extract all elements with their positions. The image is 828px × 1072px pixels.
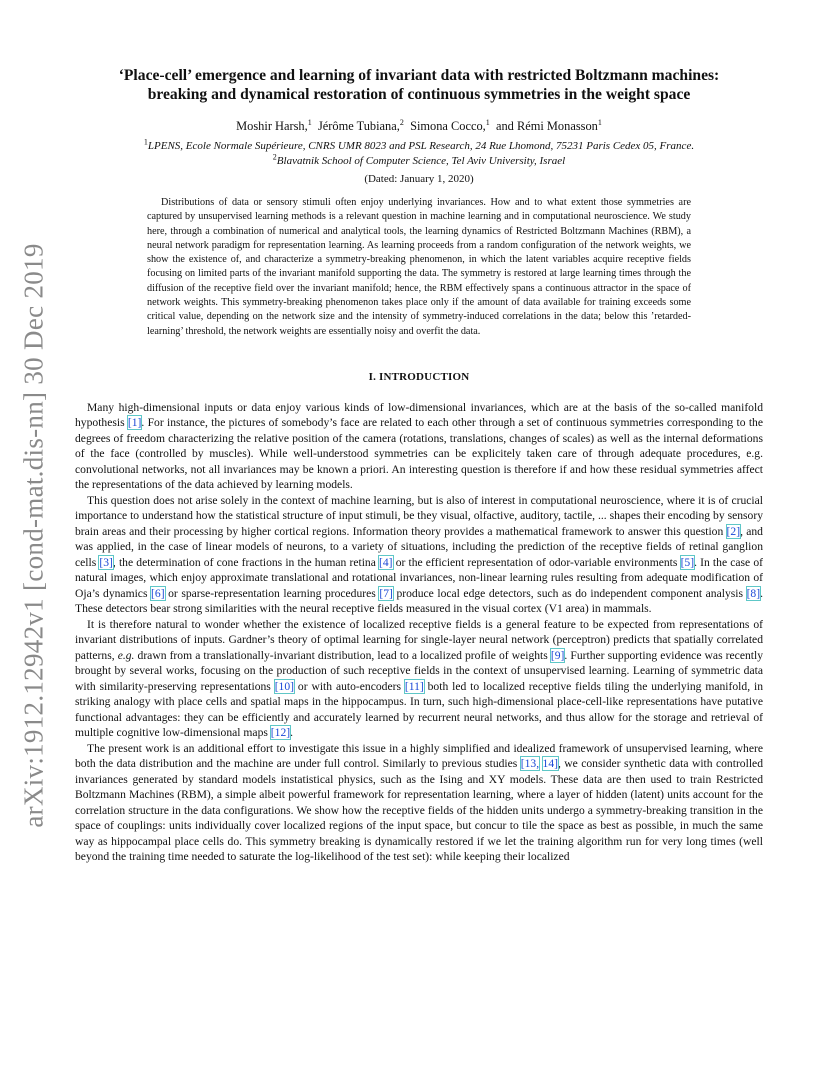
text-run: The present work is an additional effort to investigate this issue in a highly simplified and idealized framework of unsupervised learning, where both the data distribution and the machine are under full control. Similarly to previous studies [75, 741, 763, 771]
text-run: both led to localized receptive fields tiling the underlying manifold, in striking analogy with place cells and spatial maps in the hippocampus. In turn, such high-dimensional place-cell-like representations have putative functional advantages: they can be efficiently and accurately learned by recurrent neural networks, and thus allow for the storage and retrieval of multiple cognitive low-dimensional maps [75, 679, 763, 740]
author-list [75, 118, 763, 134]
paragraph [75, 400, 763, 493]
paragraph [75, 617, 763, 741]
text-run: . For instance, the pictures of somebody’s face are related to each other through a set of continuous symmetries corresponding to the degrees of freedom characterizing the relative position of the camera (rotations, translations, changes of scales) as well as the internal deformations of the face (controlled by muscles). While well-understood symmetries can be explicitely taken care of through adequate procedures, e.g. convolutional networks, not all invariances may be known a priori. An interesting question is therefore if and how these residual symmetries affect the representations of the data achieved by learning models. [75, 416, 763, 492]
author: Moshir Harsh,$^1$ [236, 117, 312, 133]
citation-link[interactable]: [4] [379, 555, 393, 569]
text-run: . These detectors bear strong similarities with the neural receptive fields measured in the visual cortex (V1 area) in mammals. [75, 586, 763, 616]
body-text [75, 400, 763, 865]
citation-link[interactable]: [5] [680, 555, 695, 569]
title-line-1: ‘Place-cell’ emergence and learning of invariant data with restricted Boltzmann machines: [118, 67, 720, 84]
italic-text: e.g. [117, 648, 135, 662]
citation-link[interactable]: [13, [520, 757, 540, 771]
author: Jérôme Tubiana,$^2$ [317, 117, 404, 133]
paper-header [75, 66, 763, 187]
author: Simona Cocco,$^1$ [410, 117, 490, 133]
paragraph [75, 741, 763, 865]
text-run: . Further supporting evidence was recently brought by several works, focusing on the production of such receptive fields in the context of unsupervised learning. Learning of symmetric data with similarity-preserving representations [75, 648, 764, 693]
title-line-2: breaking and dynamical restoration of continuous symmetries in the weight space [147, 86, 691, 103]
text-run: Many high-dimensional inputs or data enjoy various kinds of low-dimensional invariances, which are at the basis of the so-called manifold hypothesis [75, 400, 763, 430]
citation-link[interactable]: [12] [270, 726, 291, 740]
citation-link[interactable]: [10] [274, 679, 295, 693]
text-run: drawn from a translationally-invariant distribution, lead to a localized profile of weights [134, 648, 551, 662]
text-run: , the determination of cone fractions in the human retina [112, 555, 380, 569]
text-run: . [290, 726, 294, 740]
dated-line: (Dated: January 1, 2020) [364, 173, 474, 185]
text-run: . In the case of natural images, which enjoy approximate translational and rotational invariances, non-linear learning rules resulting from adequate modification of Oja’s dynamics [75, 555, 763, 600]
text-run: This question does not arise solely in the context of machine learning, but is also of interest in computational neuroscience, where it is of crucial importance to understand how the statistical structure of input stimuli, be they visual, olfactive, auditory, tactile, ... shapes their encoding by sensory brain areas and their processing by higher cortical regions. Information theory provides a mathematical framework to answer this question [75, 493, 763, 538]
text-run: , and was applied, in the case of linear models of neurons, to a variety of situations, including the prediction of the receptive fields of retinal ganglion cells [75, 524, 763, 569]
citation-link[interactable]: [11] [404, 679, 424, 693]
text-run: or sparse-representation learning procedures [164, 586, 380, 600]
citation-link[interactable]: [9] [550, 648, 565, 662]
affiliation: $^1$LPENS, Ecole Normale Supérieure, CNRS UMR 8023 and PSL Research, 24 Rue Lhomond, 75231 Paris Cedex 05, France. [143, 137, 695, 152]
citation-link[interactable]: [1] [127, 416, 142, 430]
text-run: or the efficient representation of odor-variable environments [392, 555, 681, 569]
citation-link[interactable]: [8] [746, 586, 761, 600]
citation-link[interactable]: [6] [151, 586, 165, 600]
affiliations [75, 139, 763, 169]
citation-link[interactable]: [3] [99, 555, 113, 569]
arxiv-sidebar [14, 240, 54, 830]
paragraph [75, 493, 763, 617]
text-run: It is therefore natural to wonder whether the existence of localized receptive fields is a general feature to be expected from representations of invariant distributions of inputs. Gardner’s theory of optimal learning for single-layer neural network (perceptron) predicts that spatially correlated patterns, [75, 617, 763, 662]
citation-link[interactable]: 14] [542, 757, 558, 771]
text-run [539, 757, 542, 770]
paper-page [75, 66, 763, 865]
author: and Rémi Monasson$^1$ [495, 117, 602, 133]
text-run: or with auto-encoders [294, 679, 405, 693]
section-heading: I. INTRODUCTION [368, 370, 470, 383]
text-run: , we consider synthetic data with controlled invariances generated by standard models instatistical physics, such as the Ising and XY models. These data are then used to train Restricted Boltzmann Machines (RBM), a simple albeit powerful framework for representation learning, where a layer of hidden (latent) units account for the correlation structure in the data configurations. We show how the receptive fields of the hidden units undergo a symmetry-breaking transition in the space of couplings: units individually cover localized regions of the input space, but concur to tile the space as best as possible, in much the same way as hippocampal place cells do. This symmetry breaking is dynamically restored if we let the training algorithm run for very long times (well beyond the training time needed to saturate the log-likelihood of the test set): while keeping their localized [75, 757, 763, 864]
citation-link[interactable]: [2] [726, 524, 741, 538]
abstract: Distributions of data or sensory stimuli often enjoy underlying invariances. How and to what extent those symmetries are captured by unsupervised learning methods is a relevant question in machine learning and in computational neuroscience. We study here, through a combination of numerical and analytical tools, the learning dynamics of Restricted Boltzmann Machines (RBM), a neural network paradigm for representation learning. As learning proceeds from a random configuration of the network weights, we show the existence of, and characterize a symmetry-breaking phenomenon, in which the latent variables acquire receptive fields focusing on limited parts of the invariant manifold supporting the data. The symmetry is restored at large learning times through the diffusion of the receptive field over the invariant manifold; hence, the RBM effectively spans a continuous attractor in the space of network weights. This symmetry-breaking phenomenon takes place only if the amount of data available for training exceeds some critical value, depending on the network size and the intensity of symmetry-induced correlations in the data; below this ’retarded-learning’ threshold, the network weights are essentially noisy and overfit the data. [147, 197, 691, 337]
text-run: produce local edge detectors, such as do independent component analysis [392, 586, 747, 600]
citation-link[interactable]: [7] [379, 586, 393, 600]
paper-title [75, 66, 763, 104]
affiliation: $^2$Blavatnik School of Computer Science, Tel Aviv University, Israel [272, 152, 566, 167]
arxiv-id-stamp: arXiv:1912.12942v1 [cond-mat.dis-nn] 30 Dec 2019 [18, 242, 49, 828]
